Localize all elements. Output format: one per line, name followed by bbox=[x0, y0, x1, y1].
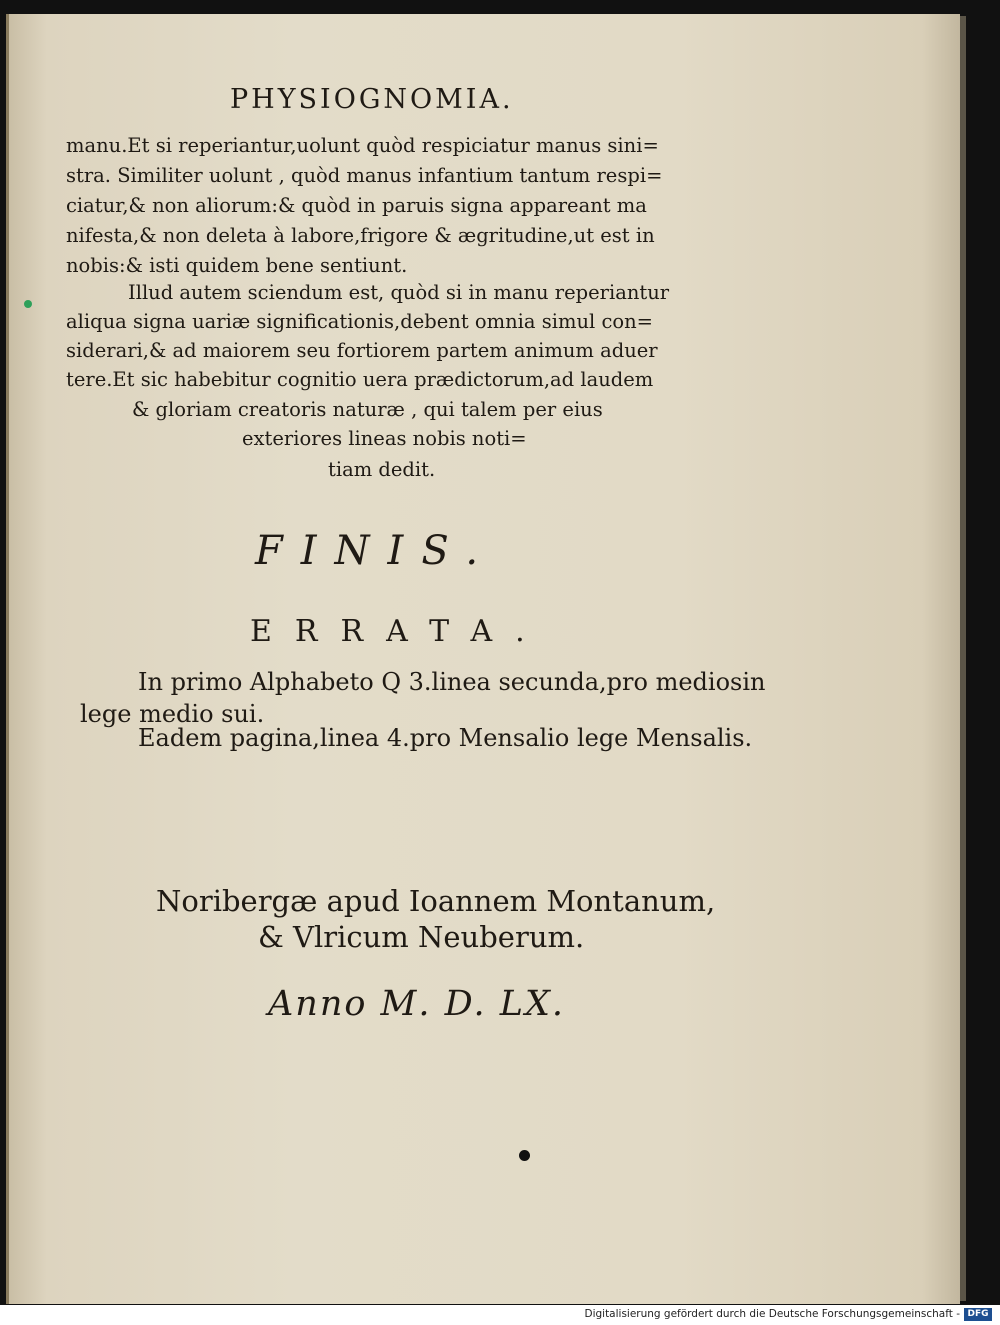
dfg-logo[interactable]: DFG bbox=[964, 1308, 992, 1321]
body-line: aliqua signa uariæ significationis,debent omnia simul con= bbox=[66, 310, 654, 333]
body-line: Illud autem sciendum est, quòd si in manu reperiantur bbox=[128, 281, 670, 304]
errata-line: In primo Alphabeto Q 3.linea secunda,pro mediosin bbox=[138, 668, 766, 696]
ornament-dot bbox=[519, 1150, 530, 1161]
body-line: nifesta,& non deleta à labore,frigore & ægritudine,ut est in bbox=[66, 224, 655, 247]
body-line: exteriores lineas nobis noti= bbox=[242, 427, 527, 450]
body-line: stra. Similiter uolunt , quòd manus infantium tantum respi= bbox=[66, 164, 663, 187]
running-title: PHYSIOGNOMIA. bbox=[230, 84, 514, 115]
funding-note: Digitalisierung gefördert durch die Deutsche Forschungsgemeinschaft - bbox=[584, 1308, 960, 1320]
imprint-line: Noribergæ apud Ioannem Montanum, bbox=[156, 884, 716, 918]
errata-line: Eadem pagina,linea 4.pro Mensalio lege Mensalis. bbox=[138, 724, 753, 752]
imprint-line: & Vlricum Neuberum. bbox=[258, 920, 585, 954]
body-line: tere.Et sic habebitur cognitio uera prædictorum,ad laudem bbox=[66, 368, 654, 391]
body-line: & gloriam creatoris naturæ , qui talem per eius bbox=[132, 398, 603, 421]
body-line: nobis:& isti quidem bene sentiunt. bbox=[66, 254, 408, 277]
errata-line: lege medio sui. bbox=[80, 700, 265, 728]
body-line: siderari,& ad maiorem seu fortiorem partem animum aduer bbox=[66, 339, 658, 362]
finis-heading: FINIS. bbox=[255, 528, 497, 574]
body-line: manu.Et si reperiantur,uolunt quòd respiciatur manus sini= bbox=[66, 134, 659, 157]
body-line: tiam dedit. bbox=[328, 458, 436, 481]
footer-bar bbox=[0, 1305, 1000, 1325]
body-line: ciatur,& non aliorum:& quòd in paruis signa appareant ma bbox=[66, 194, 647, 217]
imprint-year: Anno M. D. LX. bbox=[268, 984, 565, 1024]
margin-mark bbox=[24, 300, 32, 308]
errata-heading: ERRATA. bbox=[250, 614, 548, 649]
